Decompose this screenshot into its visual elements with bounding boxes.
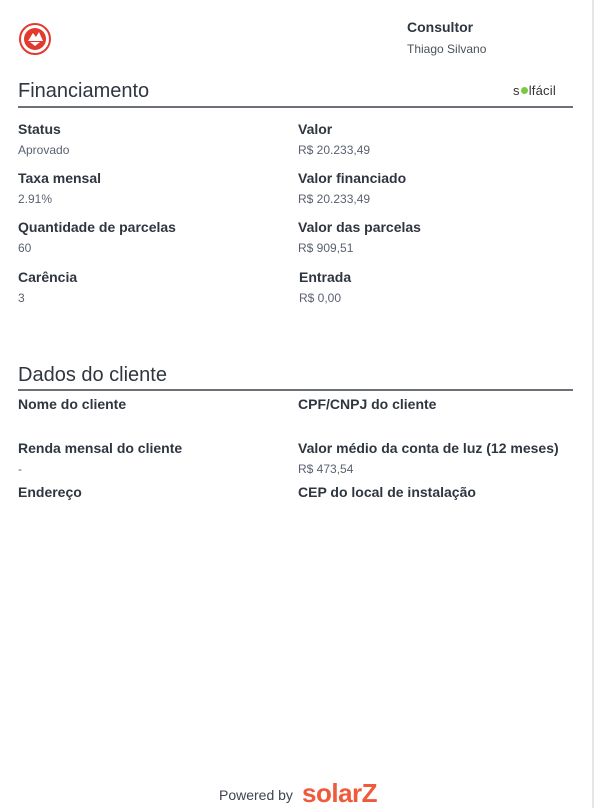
entrada-value: R$ 0,00	[299, 291, 342, 305]
solfacil-prefix: s	[513, 83, 520, 98]
financiamento-divider	[18, 106, 573, 108]
conta-luz-value: R$ 473,54	[298, 462, 354, 476]
valor-parcelas-value: R$ 909,51	[298, 241, 354, 255]
renda-mensal-label: Renda mensal do cliente	[18, 440, 183, 456]
solfacil-suffix: lfácil	[528, 83, 556, 98]
status-label: Status	[18, 121, 61, 137]
entrada-label: Entrada	[299, 269, 352, 285]
consultor-name: Thiago Silvano	[407, 42, 487, 56]
valor-value: R$ 20.233,49	[298, 143, 371, 157]
valor-parcelas-label: Valor das parcelas	[298, 219, 421, 235]
solfacil-logo	[513, 83, 556, 98]
cep-label: CEP do local de instalação	[298, 484, 476, 500]
conta-luz-label: Valor médio da conta de luz (12 meses)	[298, 440, 559, 456]
renda-mensal-value: -	[18, 462, 22, 476]
taxa-value: 2.91%	[18, 192, 53, 206]
cpf-cnpj-label: CPF/CNPJ do cliente	[298, 396, 437, 412]
carencia-label: Carência	[18, 269, 78, 285]
valor-financiado-value: R$ 20.233,49	[298, 192, 371, 206]
endereco-label: Endereço	[18, 484, 82, 500]
solfacil-dot-icon	[521, 87, 528, 94]
consultor-label: Consultor	[407, 19, 474, 35]
nome-cliente-label: Nome do cliente	[18, 396, 127, 412]
status-value: Aprovado	[18, 143, 70, 157]
financiamento-title: Financiamento	[18, 80, 150, 102]
valor-financiado-label: Valor financiado	[298, 170, 407, 186]
cliente-divider	[18, 389, 573, 391]
carencia-value: 3	[18, 291, 25, 305]
solarz-logo: solarZ	[302, 778, 378, 808]
valor-label: Valor	[298, 121, 333, 137]
quantidade-parcelas-value: 60	[18, 241, 32, 255]
powered-by-text: Powered by	[219, 787, 293, 803]
cliente-title: Dados do cliente	[18, 364, 167, 386]
taxa-label: Taxa mensal	[18, 170, 102, 186]
red-seal-logo-icon	[19, 23, 51, 55]
quantidade-parcelas-label: Quantidade de parcelas	[18, 219, 176, 235]
